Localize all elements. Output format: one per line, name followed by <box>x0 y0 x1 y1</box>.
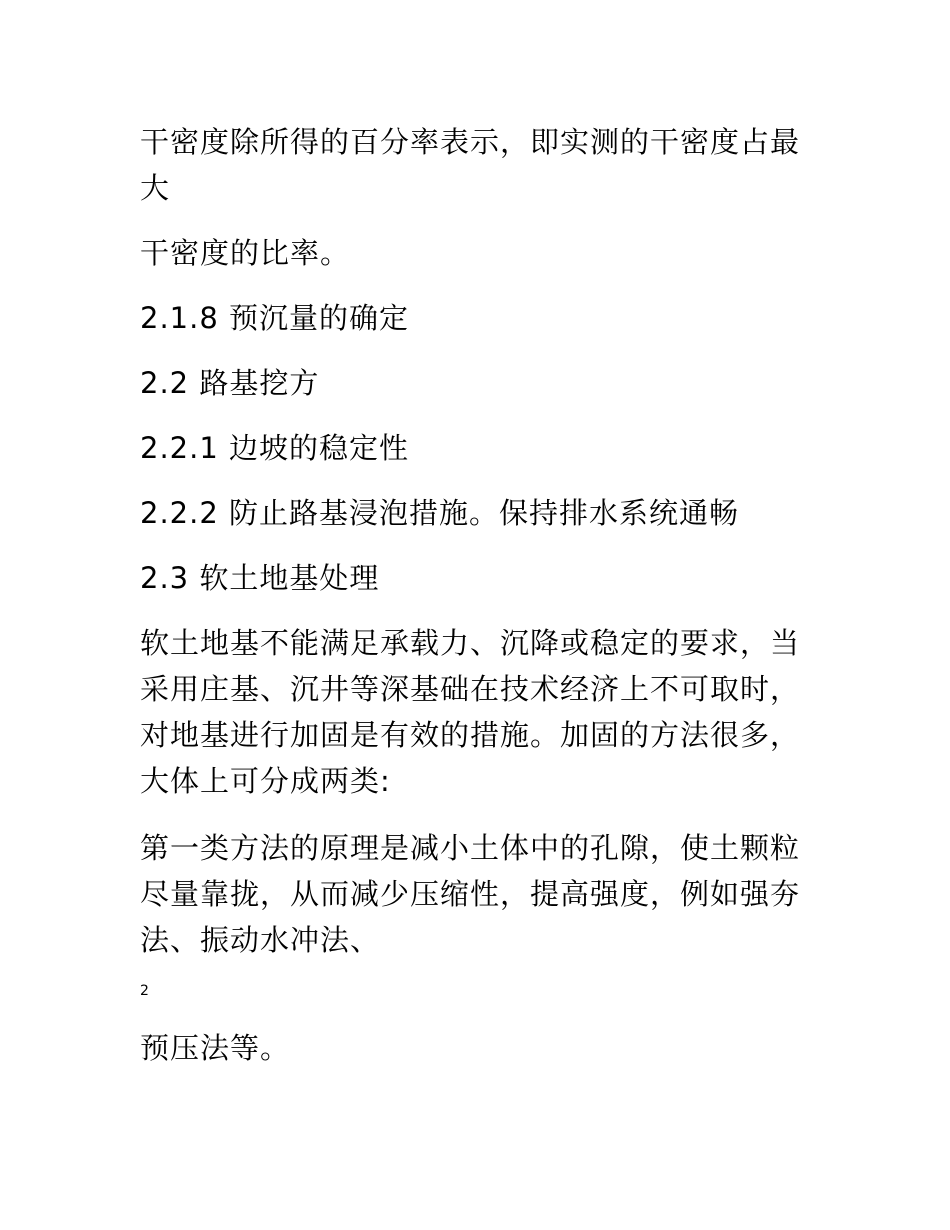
paragraph-first-method: 第一类方法的原理是减小土体中的孔隙，使土颗粒尽量靠拢，从而减少压缩性，提高强度，例如强夯法、振动水冲法、 <box>140 831 801 957</box>
paragraph-soft-soil-intro: 软土地基不能满足承载力、沉降或稳定的要求，当采用庄基、沉井等深基础在技术经济上不可取时，对地基进行加固是有效的措施。加固的方法很多，大体上可分成两类: <box>140 626 801 798</box>
heading-2-3: 2.3 软土地基处理 <box>140 561 380 595</box>
page-number: 2 <box>140 983 149 999</box>
paragraph-preloading: 预压法等。 <box>140 1031 291 1065</box>
heading-2-2: 2.2 路基挖方 <box>140 366 320 400</box>
paragraph-dry-density-percentage: 干密度除所得的百分率表示，即实测的干密度占最大 <box>140 125 801 205</box>
heading-2-1-8: 2.1.8 预沉量的确定 <box>140 301 410 335</box>
heading-2-2-2: 2.2.2 防止路基浸泡措施。保持排水系统通畅 <box>140 496 740 530</box>
heading-2-2-1: 2.2.1 边坡的稳定性 <box>140 431 410 465</box>
paragraph-dry-density-ratio: 干密度的比率。 <box>140 236 351 270</box>
